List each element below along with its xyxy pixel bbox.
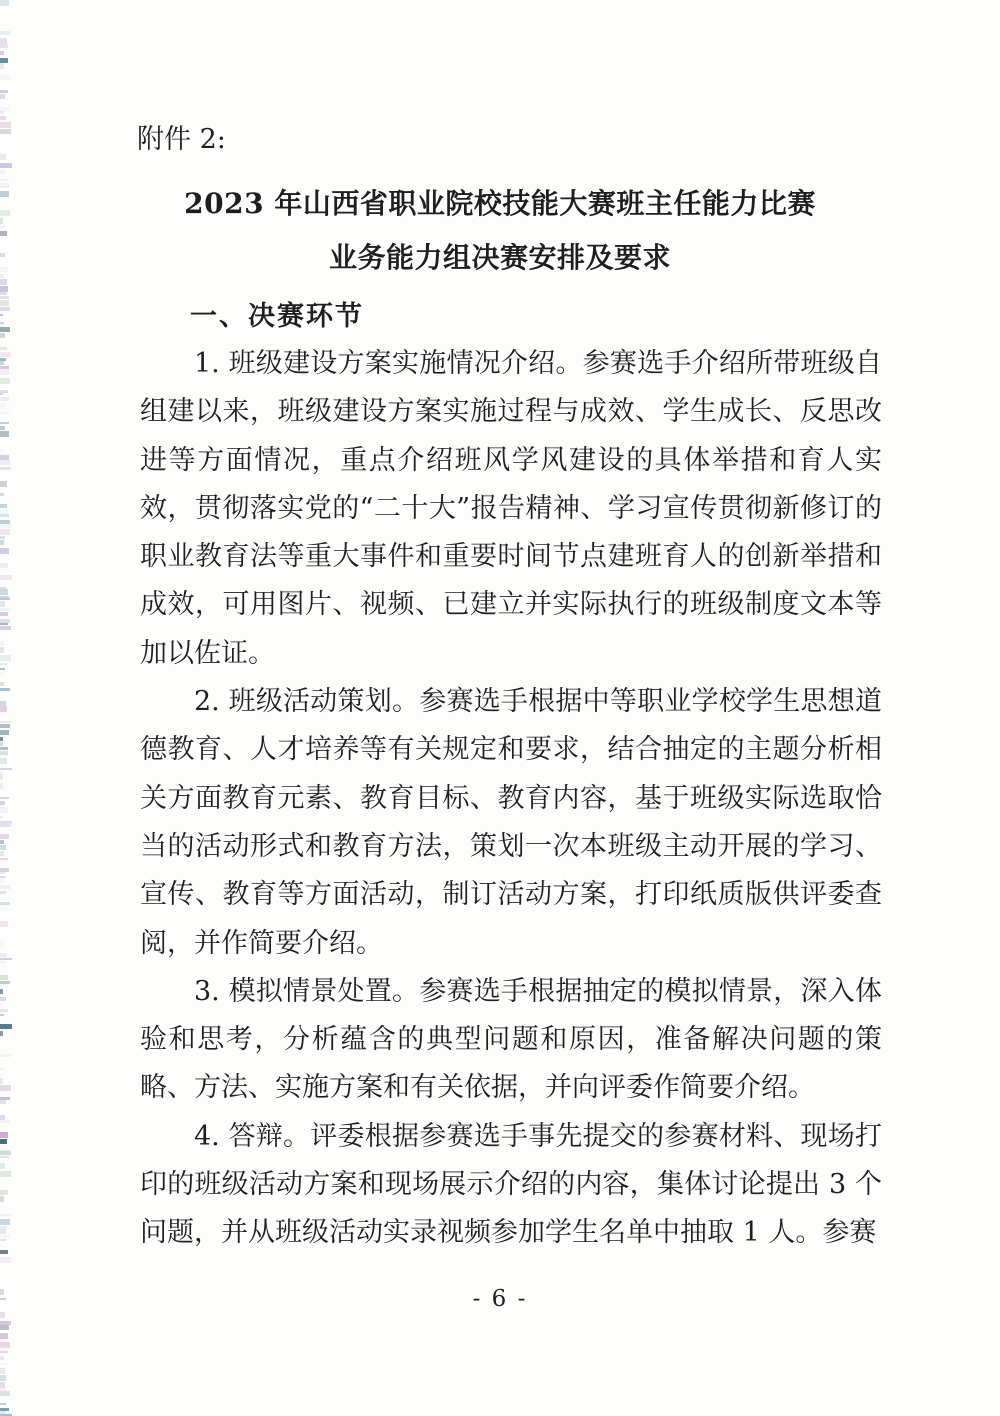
document-body: [140, 340, 882, 1258]
section-heading: 一、决赛环节: [190, 301, 364, 332]
attachment-label: 附件 2:: [137, 124, 226, 155]
paragraph-3: 3. 模拟情景处置。参赛选手根据抽定的模拟情景，深入体验和思考，分析蕴含的典型问题和原因，准备解决问题的策略、方法、实施方案和有关依据，并向评委作简要介绍。: [140, 975, 882, 1104]
paragraph-2: 2. 班级活动策划。参赛选手根据中等职业学校学生思想道德教育、人才培养等有关规定和要求，结合抽定的主题分析相关方面教育元素、教育目标、教育内容，基于班级实际选取恰当的活动形式和教育方法，策划一次本班级主动开展的学习、宣传、教育等方面活动，制订活动方案，打印纸质版供评委查阅，并作简要介绍。: [140, 686, 882, 959]
paragraph-4: 4. 答辩。评委根据参赛选手事先提交的参赛材料、现场打印的班级活动方案和现场展示介绍的内容，集体讨论提出 3 个问题，并从班级活动实录视频参加学生名单中抽取 1 人。参赛: [140, 1120, 882, 1249]
document-title-line1: 2023 年山西省职业院校技能大赛班主任能力比赛: [184, 187, 816, 220]
paragraph-1: 1. 班级建设方案实施情况介绍。参赛选手介绍所带班级自组建以来，班级建设方案实施过程与成效、学生成长、反思改进等方面情况，重点介绍班风学风建设的具体举措和育人实效，贯彻落实党的“二十大”报告精神、学习宣传贯彻新修订的职业教育法等重大事件和重要时间节点建班育人的创新举措和成效，可用图片、视频、已建立并实际执行的班级制度文本等加以佐证。: [140, 348, 882, 669]
document-title-line2: 业务能力组决赛安排及要求: [328, 241, 671, 274]
page-number: - 6 -: [472, 1286, 528, 1312]
